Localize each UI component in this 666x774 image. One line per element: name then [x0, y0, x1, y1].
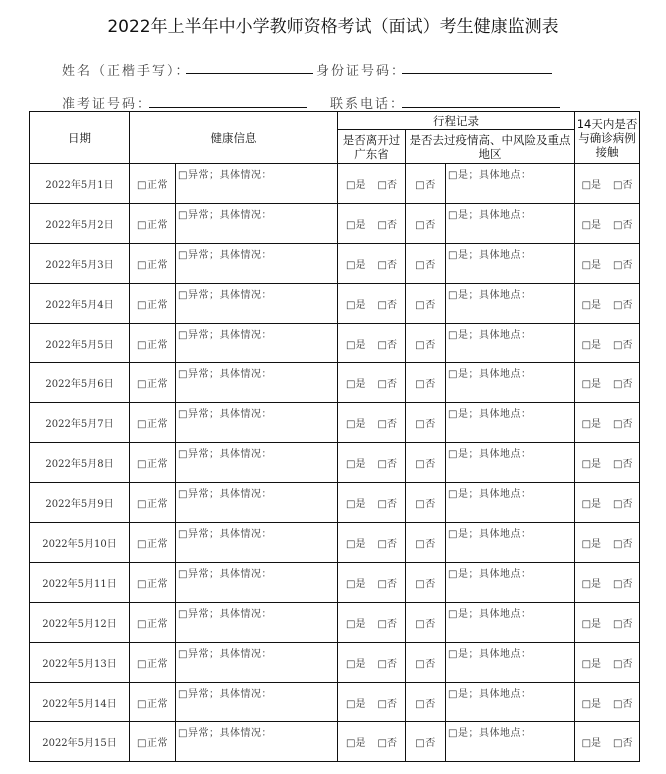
risk-area-no-checkbox[interactable]: □否 [406, 443, 446, 483]
risk-area-location-field[interactable]: □是；具体地点： [446, 243, 575, 283]
left-province-header: 是否离开过广东省 [338, 130, 406, 164]
date-cell: 2022年5月5日 [30, 323, 130, 363]
date-cell: 2022年5月7日 [30, 403, 130, 443]
table-row [30, 363, 640, 403]
contact-no-checkbox[interactable]: □否 [613, 219, 633, 231]
contact-yes-checkbox[interactable]: □是 [581, 179, 602, 191]
contact-no-checkbox[interactable]: □否 [613, 578, 633, 590]
abnormal-detail-field[interactable]: □异常；具体情况： [176, 443, 338, 483]
risk-area-location-field[interactable]: □是；具体地点： [446, 443, 575, 483]
date-header: 日期 [30, 112, 130, 164]
abnormal-detail-field[interactable]: □异常；具体情况： [176, 562, 338, 602]
risk-area-no-checkbox[interactable]: □否 [406, 243, 446, 283]
health-info-header: 健康信息 [130, 112, 338, 164]
table-row [30, 203, 640, 243]
contact-options [575, 562, 640, 602]
left-province-yes-checkbox[interactable]: □是 [346, 419, 366, 431]
table-row [30, 443, 640, 483]
abnormal-detail-field[interactable]: □异常；具体情况： [176, 523, 338, 563]
risk-area-location-field[interactable]: □是；具体地点： [446, 483, 575, 523]
abnormal-detail-field[interactable]: □异常；具体情况： [176, 682, 338, 722]
contact-yes-checkbox[interactable]: □是 [581, 738, 602, 750]
contact-no-checkbox[interactable]: □否 [613, 379, 633, 391]
date-cell: 2022年5月12日 [30, 602, 130, 642]
left-province-no-checkbox[interactable]: □否 [377, 658, 397, 670]
contact-options [575, 642, 640, 682]
left-province-yes-checkbox[interactable]: □是 [346, 259, 366, 271]
table-row [30, 243, 640, 283]
risk-area-no-checkbox[interactable]: □否 [406, 602, 446, 642]
left-province-yes-checkbox[interactable]: □是 [346, 698, 366, 710]
left-province-options [338, 243, 406, 283]
date-cell: 2022年5月3日 [30, 243, 130, 283]
normal-checkbox[interactable]: □正常 [130, 323, 176, 363]
contact-yes-checkbox[interactable]: □是 [581, 618, 602, 630]
normal-checkbox[interactable]: □正常 [130, 443, 176, 483]
contact-options [575, 283, 640, 323]
left-province-no-checkbox[interactable]: □否 [377, 299, 397, 311]
date-cell: 2022年5月1日 [30, 164, 130, 204]
form-title: 2022年上半年中小学教师资格考试（面试）考生健康监测表 [107, 17, 559, 37]
name-input-line[interactable] [186, 73, 313, 74]
risk-area-header: 是否去过疫情高、中风险及重点地区 [406, 130, 575, 164]
contact-yes-checkbox[interactable]: □是 [581, 299, 602, 311]
left-province-yes-checkbox[interactable]: □是 [346, 379, 366, 391]
contact-no-checkbox[interactable]: □否 [613, 459, 633, 471]
abnormal-detail-field[interactable]: □异常；具体情况： [176, 642, 338, 682]
contact-no-checkbox[interactable]: □否 [613, 698, 633, 710]
normal-checkbox[interactable]: □正常 [130, 483, 176, 523]
left-province-no-checkbox[interactable]: □否 [377, 259, 397, 271]
contact-yes-checkbox[interactable]: □是 [581, 698, 602, 710]
table-row [30, 682, 640, 722]
contact-options [575, 602, 640, 642]
risk-area-location-field[interactable]: □是；具体地点： [446, 682, 575, 722]
contact-no-checkbox[interactable]: □否 [613, 618, 633, 630]
normal-checkbox[interactable]: □正常 [130, 602, 176, 642]
risk-area-no-checkbox[interactable]: □否 [406, 363, 446, 403]
left-province-yes-checkbox[interactable]: □是 [346, 618, 366, 630]
contact-options [575, 523, 640, 563]
risk-area-location-field[interactable]: □是；具体地点： [446, 562, 575, 602]
risk-area-no-checkbox[interactable]: □否 [406, 722, 446, 762]
left-province-yes-checkbox[interactable]: □是 [346, 459, 366, 471]
left-province-options [338, 203, 406, 243]
abnormal-detail-field[interactable]: □异常；具体情况： [176, 363, 338, 403]
left-province-no-checkbox[interactable]: □否 [377, 578, 397, 590]
risk-area-location-field[interactable]: □是；具体地点： [446, 602, 575, 642]
table-row [30, 323, 640, 363]
risk-area-location-field[interactable]: □是；具体地点： [446, 722, 575, 762]
date-cell: 2022年5月14日 [30, 682, 130, 722]
left-province-options [338, 562, 406, 602]
contact-no-checkbox[interactable]: □否 [613, 538, 633, 550]
contact-yes-checkbox[interactable]: □是 [581, 379, 602, 391]
contact-no-checkbox[interactable]: □否 [613, 419, 633, 431]
date-cell: 2022年5月4日 [30, 283, 130, 323]
left-province-no-checkbox[interactable]: □否 [377, 499, 397, 511]
risk-area-location-field[interactable]: □是；具体地点： [446, 403, 575, 443]
normal-checkbox[interactable]: □正常 [130, 363, 176, 403]
abnormal-detail-field[interactable]: □异常；具体情况： [176, 203, 338, 243]
table-row [30, 722, 640, 762]
normal-checkbox[interactable]: □正常 [130, 203, 176, 243]
contact-no-checkbox[interactable]: □否 [613, 259, 633, 271]
left-province-options [338, 642, 406, 682]
risk-area-location-field[interactable]: □是；具体地点： [446, 203, 575, 243]
contact-yes-checkbox[interactable]: □是 [581, 658, 602, 670]
normal-checkbox[interactable]: □正常 [130, 283, 176, 323]
contact-no-checkbox[interactable]: □否 [613, 738, 633, 750]
contact-yes-checkbox[interactable]: □是 [581, 459, 602, 471]
risk-area-no-checkbox[interactable]: □否 [406, 323, 446, 363]
contact-yes-checkbox[interactable]: □是 [581, 499, 602, 511]
normal-checkbox[interactable]: □正常 [130, 562, 176, 602]
normal-checkbox[interactable]: □正常 [130, 403, 176, 443]
normal-checkbox[interactable]: □正常 [130, 722, 176, 762]
contact-no-checkbox[interactable]: □否 [613, 299, 633, 311]
risk-area-no-checkbox[interactable]: □否 [406, 164, 446, 204]
left-province-yes-checkbox[interactable]: □是 [346, 179, 366, 191]
table-row [30, 483, 640, 523]
date-cell: 2022年5月15日 [30, 722, 130, 762]
contact-options [575, 243, 640, 283]
table-row [30, 403, 640, 443]
contact-options [575, 323, 640, 363]
contact-options [575, 443, 640, 483]
left-province-options [338, 443, 406, 483]
left-province-no-checkbox[interactable]: □否 [377, 419, 397, 431]
risk-area-location-field[interactable]: □是；具体地点： [446, 363, 575, 403]
normal-checkbox[interactable]: □正常 [130, 682, 176, 722]
table-row [30, 283, 640, 323]
left-province-yes-checkbox[interactable]: □是 [346, 219, 366, 231]
left-province-options [338, 323, 406, 363]
left-province-options [338, 602, 406, 642]
contact-header: 14天内是否与确诊病例接触 [575, 112, 640, 164]
risk-area-location-field[interactable]: □是；具体地点： [446, 642, 575, 682]
abnormal-detail-field[interactable]: □异常；具体情况： [176, 164, 338, 204]
left-province-options [338, 722, 406, 762]
contact-no-checkbox[interactable]: □否 [613, 499, 633, 511]
left-province-yes-checkbox[interactable]: □是 [346, 578, 366, 590]
contact-options [575, 403, 640, 443]
phone-input-line[interactable] [402, 107, 560, 108]
contact-yes-checkbox[interactable]: □是 [581, 419, 602, 431]
risk-area-no-checkbox[interactable]: □否 [406, 203, 446, 243]
contact-options [575, 483, 640, 523]
risk-area-location-field[interactable]: □是；具体地点： [446, 283, 575, 323]
abnormal-detail-field[interactable]: □异常；具体情况： [176, 483, 338, 523]
date-cell: 2022年5月10日 [30, 523, 130, 563]
date-cell: 2022年5月9日 [30, 483, 130, 523]
left-province-options [338, 523, 406, 563]
left-province-no-checkbox[interactable]: □否 [377, 219, 397, 231]
ticket-number-input-line[interactable] [149, 107, 307, 108]
left-province-options [338, 164, 406, 204]
contact-no-checkbox[interactable]: □否 [613, 658, 633, 670]
table-row [30, 562, 640, 602]
health-monitor-table [29, 111, 640, 762]
risk-area-location-field[interactable]: □是；具体地点： [446, 523, 575, 563]
left-province-no-checkbox[interactable]: □否 [377, 738, 397, 750]
table-row [30, 642, 640, 682]
risk-area-no-checkbox[interactable]: □否 [406, 403, 446, 443]
contact-yes-checkbox[interactable]: □是 [581, 578, 602, 590]
left-province-options [338, 403, 406, 443]
contact-yes-checkbox[interactable]: □是 [581, 339, 602, 351]
left-province-options [338, 682, 406, 722]
abnormal-detail-field[interactable]: □异常；具体情况： [176, 243, 338, 283]
left-province-yes-checkbox[interactable]: □是 [346, 299, 366, 311]
left-province-no-checkbox[interactable]: □否 [377, 379, 397, 391]
left-province-no-checkbox[interactable]: □否 [377, 698, 397, 710]
left-province-yes-checkbox[interactable]: □是 [346, 499, 366, 511]
phone-label: 联系电话： [330, 97, 406, 112]
risk-area-no-checkbox[interactable]: □否 [406, 562, 446, 602]
name-label: 姓名（正楷手写）： [62, 64, 191, 79]
id-number-input-line[interactable] [402, 73, 552, 74]
contact-no-checkbox[interactable]: □否 [613, 179, 633, 191]
contact-yes-checkbox[interactable]: □是 [581, 259, 602, 271]
left-province-no-checkbox[interactable]: □否 [377, 339, 397, 351]
left-province-yes-checkbox[interactable]: □是 [346, 658, 366, 670]
risk-area-location-field[interactable]: □是；具体地点： [446, 164, 575, 204]
left-province-no-checkbox[interactable]: □否 [377, 179, 397, 191]
travel-record-header: 行程记录 [338, 112, 575, 130]
contact-options [575, 363, 640, 403]
abnormal-detail-field[interactable]: □异常；具体情况： [176, 602, 338, 642]
left-province-options [338, 363, 406, 403]
contact-no-checkbox[interactable]: □否 [613, 339, 633, 351]
table-row [30, 602, 640, 642]
normal-checkbox[interactable]: □正常 [130, 642, 176, 682]
abnormal-detail-field[interactable]: □异常；具体情况： [176, 283, 338, 323]
risk-area-no-checkbox[interactable]: □否 [406, 682, 446, 722]
risk-area-no-checkbox[interactable]: □否 [406, 642, 446, 682]
date-cell: 2022年5月6日 [30, 363, 130, 403]
contact-options [575, 682, 640, 722]
risk-area-no-checkbox[interactable]: □否 [406, 483, 446, 523]
left-province-options [338, 283, 406, 323]
date-cell: 2022年5月11日 [30, 562, 130, 602]
abnormal-detail-field[interactable]: □异常；具体情况： [176, 722, 338, 762]
contact-yes-checkbox[interactable]: □是 [581, 219, 602, 231]
left-province-yes-checkbox[interactable]: □是 [346, 738, 366, 750]
date-cell: 2022年5月8日 [30, 443, 130, 483]
date-cell: 2022年5月2日 [30, 203, 130, 243]
risk-area-location-field[interactable]: □是；具体地点： [446, 323, 575, 363]
normal-checkbox[interactable]: □正常 [130, 523, 176, 563]
risk-area-no-checkbox[interactable]: □否 [406, 523, 446, 563]
left-province-yes-checkbox[interactable]: □是 [346, 339, 366, 351]
normal-checkbox[interactable]: □正常 [130, 243, 176, 283]
left-province-no-checkbox[interactable]: □否 [377, 459, 397, 471]
contact-options [575, 164, 640, 204]
contact-options [575, 203, 640, 243]
table-row [30, 523, 640, 563]
abnormal-detail-field[interactable]: □异常；具体情况： [176, 323, 338, 363]
left-province-yes-checkbox[interactable]: □是 [346, 538, 366, 550]
risk-area-no-checkbox[interactable]: □否 [406, 283, 446, 323]
ticket-number-label: 准考证号码： [62, 97, 153, 112]
contact-options [575, 722, 640, 762]
id-number-label: 身份证号码： [316, 64, 407, 79]
left-province-no-checkbox[interactable]: □否 [377, 618, 397, 630]
normal-checkbox[interactable]: □正常 [130, 164, 176, 204]
contact-yes-checkbox[interactable]: □是 [581, 538, 602, 550]
abnormal-detail-field[interactable]: □异常；具体情况： [176, 403, 338, 443]
table-row [30, 164, 640, 204]
left-province-options [338, 483, 406, 523]
left-province-no-checkbox[interactable]: □否 [377, 538, 397, 550]
date-cell: 2022年5月13日 [30, 642, 130, 682]
